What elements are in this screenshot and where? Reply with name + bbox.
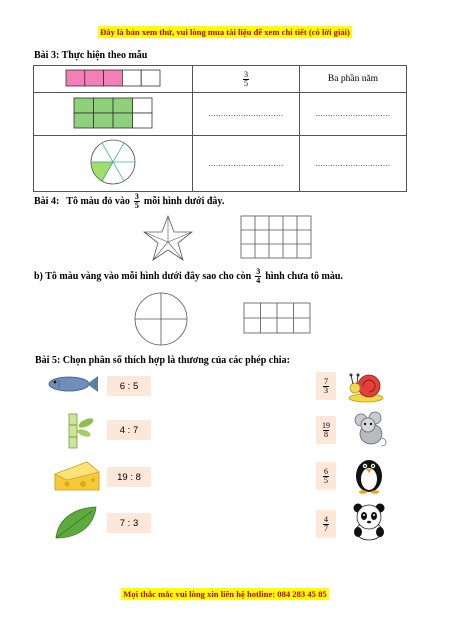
bai4b-title	[34, 268, 343, 285]
division-6-5[interactable]: 6 : 5	[107, 376, 151, 396]
fraction-value	[321, 422, 331, 439]
division-19-8[interactable]: 19 : 8	[107, 467, 151, 487]
fraction-numerator: 3	[244, 69, 248, 79]
leaf-icon	[52, 505, 98, 541]
bai4-fraction-a	[134, 193, 140, 210]
bai4-fraction-b	[255, 268, 261, 285]
blank-fraction-2: ..............................	[208, 158, 284, 168]
fraction-denominator: 4	[256, 276, 261, 285]
grid-shape-cell	[34, 93, 193, 136]
bar-5-parts	[65, 69, 161, 87]
fraction-numerator: 4	[324, 514, 328, 524]
bamboo-icon	[56, 411, 96, 449]
division-4-7[interactable]: 4 : 7	[107, 420, 151, 440]
fraction-19-8[interactable]	[316, 416, 336, 444]
fraction-value	[323, 378, 329, 395]
fraction-numerator: 3	[256, 267, 261, 276]
fraction-7-3[interactable]	[316, 372, 336, 400]
blank-fraction-cell[interactable]	[193, 93, 300, 136]
hotline-text: Mọi thắc mắc vui lòng xin liên hệ hotline: 084 283 45 85	[123, 589, 327, 599]
fraction-denominator: 5	[324, 475, 328, 485]
bar-shape-cell	[34, 66, 193, 93]
bai3-title: Bài 3: Thực hiện theo mẫu	[34, 50, 148, 61]
star-shape	[142, 214, 194, 262]
blank-words-cell-2[interactable]	[300, 136, 407, 192]
fraction-denominator: 5	[244, 78, 248, 88]
fraction-value	[323, 516, 329, 533]
panda-icon	[349, 501, 389, 541]
preview-banner	[0, 27, 450, 37]
grid-8-parts	[73, 97, 153, 129]
mouse-icon	[349, 408, 389, 448]
circle-shape-cell	[34, 136, 193, 192]
circle-6-parts	[89, 138, 137, 186]
fraction-denominator: 3	[324, 385, 328, 395]
bai4-label: Bài 4:	[34, 196, 60, 207]
bai4-text-b: mỗi hình dưới đây.	[143, 196, 225, 207]
bai4b-prefix: b) Tô màu vàng vào mỗi hình dưới đây sao cho còn	[34, 271, 252, 282]
example-fraction	[243, 71, 249, 88]
bai5-title: Bài 5: Chọn phân số thích hợp là thương của các phép chia:	[35, 355, 290, 366]
example-fraction-cell	[193, 66, 300, 93]
fraction-value	[323, 468, 329, 485]
division-7-3[interactable]: 7 : 3	[107, 513, 151, 533]
example-words-cell: Ba phần năm	[300, 66, 407, 93]
fraction-numerator: 3	[134, 192, 139, 201]
cheese-icon	[53, 460, 101, 492]
fraction-numerator: 19	[322, 420, 330, 430]
fraction-denominator: 5	[134, 201, 139, 210]
fraction-numerator: 7	[324, 376, 328, 386]
blank-words: ..............................	[315, 109, 391, 118]
fraction-denominator: 7	[324, 523, 328, 533]
bai4-title	[34, 193, 224, 210]
fraction-4-7[interactable]	[316, 510, 336, 538]
fraction-denominator: 8	[324, 429, 328, 439]
bai3-table	[33, 65, 407, 192]
snail-icon	[347, 366, 385, 404]
blank-fraction: ..............................	[208, 109, 284, 118]
blank-fraction-cell-2[interactable]	[193, 136, 300, 192]
fraction-6-5[interactable]	[316, 462, 336, 490]
grid-8-parts-b	[243, 302, 311, 334]
fish-icon	[45, 372, 99, 396]
bai4b-suffix: hình chưa tô màu.	[265, 271, 343, 282]
penguin-icon	[352, 454, 386, 494]
grid-15-parts	[240, 215, 312, 259]
circle-4-parts	[133, 291, 189, 347]
blank-words-cell[interactable]	[300, 93, 407, 136]
fraction-numerator: 6	[324, 466, 328, 476]
preview-banner-text: Đây là bản xem thử, vui lòng mua tài liệu để xem chi tiết (có lời giải)	[100, 27, 350, 37]
hotline-footer	[0, 589, 450, 599]
bai4-text-a: Tô màu đỏ vào	[66, 196, 130, 207]
blank-words-2: ..............................	[315, 158, 391, 168]
